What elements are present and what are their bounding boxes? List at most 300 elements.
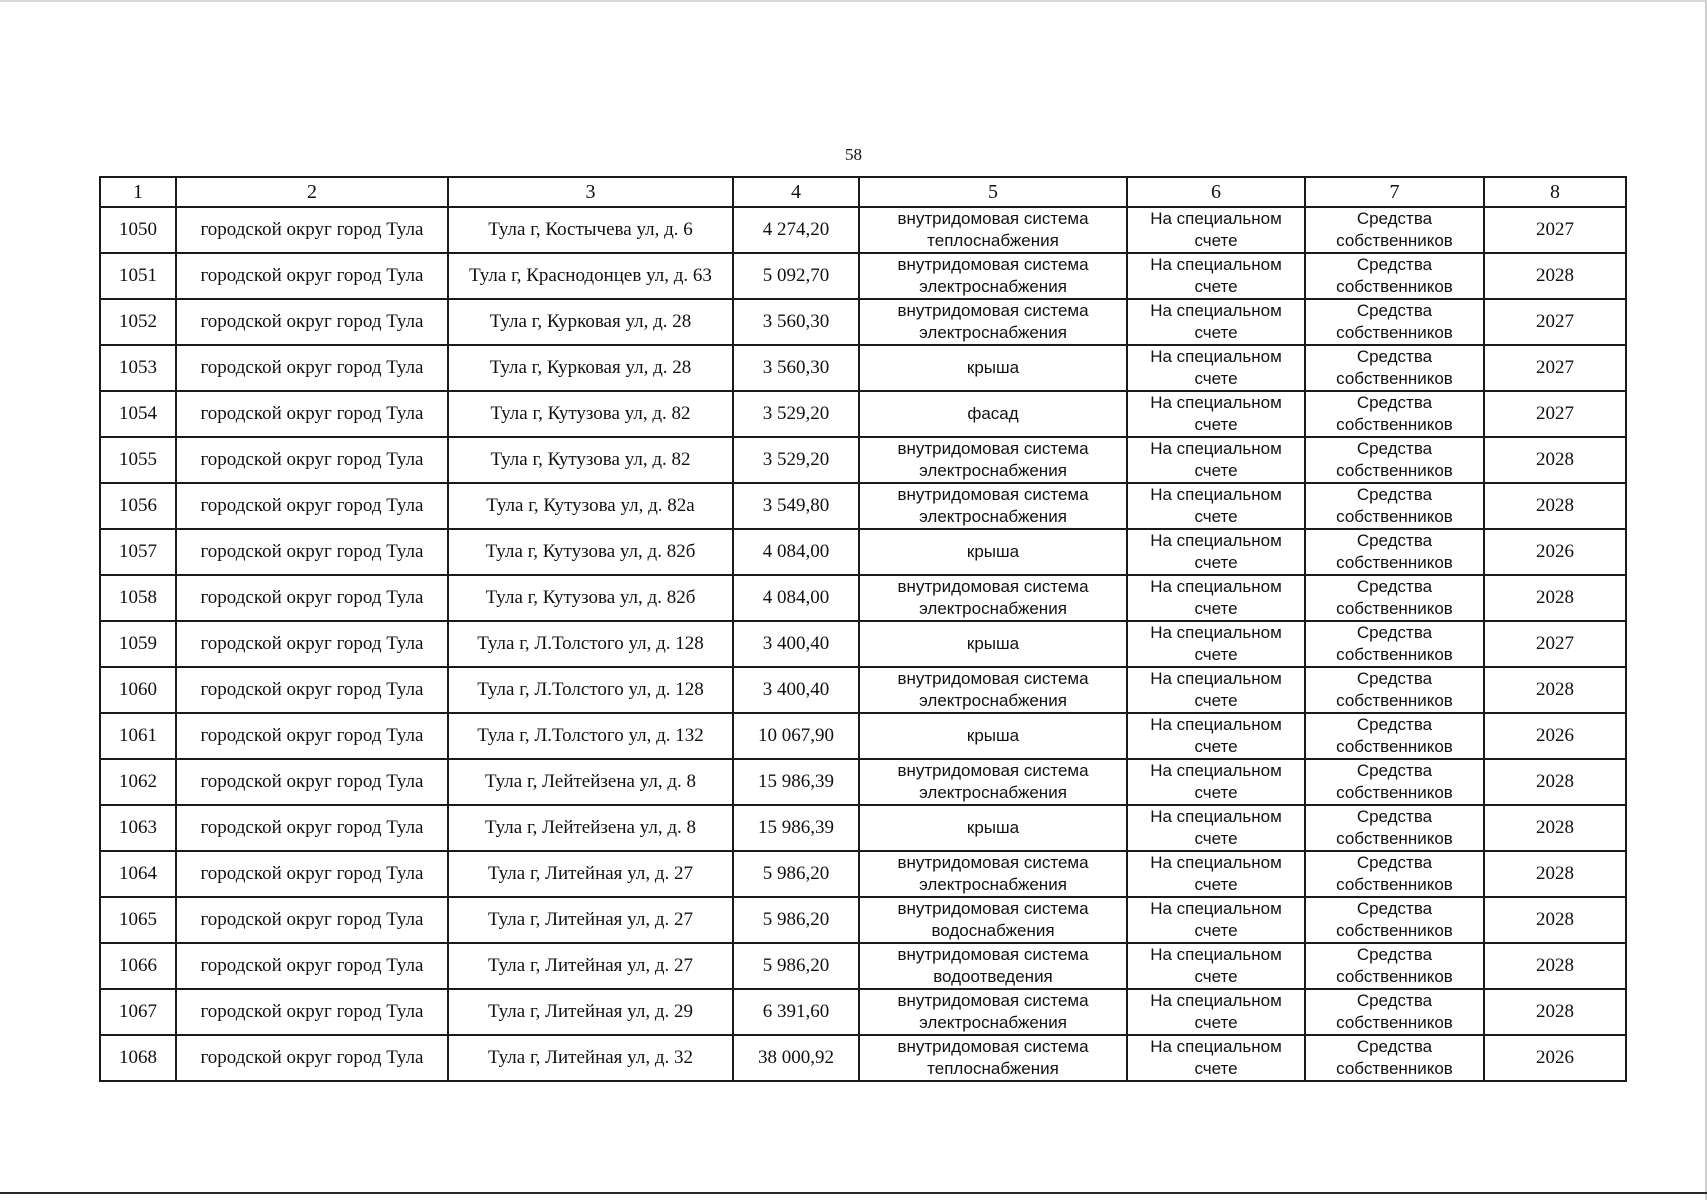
funding-source-cell — [1305, 989, 1484, 1035]
address-cell — [448, 667, 733, 713]
row-number — [100, 391, 176, 437]
structural-element-cell — [859, 207, 1127, 253]
area-cell-text: 3 529,20 — [762, 403, 830, 424]
planned-year-cell — [1484, 483, 1626, 529]
area-cell — [733, 759, 859, 805]
row-number-text: 1059 — [119, 633, 157, 654]
planned-year-cell-text: 2028 — [1536, 863, 1574, 884]
area-cell — [733, 621, 859, 667]
funding-source-cell-text: Средства собственников — [1336, 807, 1453, 848]
planned-year-cell-text: 2026 — [1536, 1047, 1574, 1068]
row-number-text: 1051 — [119, 265, 157, 286]
area-cell — [733, 529, 859, 575]
structural-element-cell — [859, 1035, 1127, 1081]
address-cell-text: Тула г, Л.Толстого ул, д. 128 — [477, 633, 704, 654]
municipality-cell — [176, 897, 448, 943]
row-number-text: 1060 — [119, 679, 157, 700]
municipality-cell-text: городской округ город Тула — [200, 955, 424, 976]
municipality-cell-text: городской округ город Тула — [200, 357, 424, 378]
account-type-cell-text: На специальном счете — [1150, 715, 1282, 756]
row-number — [100, 483, 176, 529]
row-number-text: 1055 — [119, 449, 157, 470]
area-cell — [733, 207, 859, 253]
account-type-cell-text: На специальном счете — [1150, 577, 1282, 618]
structural-element-cell — [859, 253, 1127, 299]
funding-source-cell-text: Средства собственников — [1336, 945, 1453, 986]
municipality-cell — [176, 437, 448, 483]
municipality-cell-text: городской округ город Тула — [200, 679, 424, 700]
account-type-cell-text: На специальном счете — [1150, 531, 1282, 572]
row-number-text: 1062 — [119, 771, 157, 792]
funding-source-cell — [1305, 437, 1484, 483]
municipality-cell-text: городской округ город Тула — [200, 817, 424, 838]
area-cell — [733, 253, 859, 299]
structural-element-cell — [859, 529, 1127, 575]
account-type-cell-text: На специальном счете — [1150, 807, 1282, 848]
column-number-row — [100, 177, 1626, 207]
area-cell-text: 38 000,92 — [758, 1047, 834, 1068]
planned-year-cell — [1484, 207, 1626, 253]
row-number — [100, 713, 176, 759]
planned-year-cell — [1484, 943, 1626, 989]
structural-element-cell-text: крыша — [966, 818, 1020, 837]
structural-element-cell-text: внутридомовая система теплоснабжения — [897, 209, 1089, 250]
row-number — [100, 345, 176, 391]
row-number — [100, 851, 176, 897]
municipality-cell-text: городской округ город Тула — [200, 771, 424, 792]
account-type-cell-text: На специальном счете — [1150, 945, 1282, 986]
structural-element-cell-text: внутридомовая система электроснабжения — [897, 485, 1089, 526]
municipality-cell — [176, 529, 448, 575]
area-cell — [733, 943, 859, 989]
municipality-cell-text: городской округ город Тула — [200, 725, 424, 746]
address-cell — [448, 253, 733, 299]
account-type-cell-text: На специальном счете — [1150, 761, 1282, 802]
municipality-cell-text: городской округ город Тула — [200, 311, 424, 332]
planned-year-cell — [1484, 621, 1626, 667]
column-header: 1 — [100, 177, 176, 207]
account-type-cell — [1127, 529, 1305, 575]
municipality-cell — [176, 989, 448, 1035]
address-cell-text: Тула г, Кутузова ул, д. 82б — [485, 587, 696, 608]
structural-element-cell — [859, 391, 1127, 437]
area-cell-text: 3 400,40 — [762, 679, 830, 700]
address-cell — [448, 207, 733, 253]
funding-source-cell-text: Средства собственников — [1336, 669, 1453, 710]
municipality-cell — [176, 621, 448, 667]
area-cell-text: 10 067,90 — [758, 725, 834, 746]
address-cell-text: Тула г, Л.Толстого ул, д. 128 — [477, 679, 704, 700]
area-cell-text: 5 986,20 — [762, 863, 830, 884]
funding-source-cell — [1305, 207, 1484, 253]
funding-source-cell — [1305, 575, 1484, 621]
area-cell — [733, 1035, 859, 1081]
row-number-text: 1061 — [119, 725, 157, 746]
structural-element-cell-text: внутридомовая система электроснабжения — [897, 301, 1089, 342]
planned-year-cell — [1484, 529, 1626, 575]
area-cell-text: 3 560,30 — [762, 357, 830, 378]
municipality-cell — [176, 207, 448, 253]
planned-year-cell-text: 2028 — [1536, 265, 1574, 286]
planned-year-cell-text: 2028 — [1536, 771, 1574, 792]
register-table — [99, 176, 1627, 1082]
structural-element-cell-text: внутридомовая система электроснабжения — [897, 991, 1089, 1032]
structural-element-cell — [859, 805, 1127, 851]
address-cell — [448, 621, 733, 667]
scan-edge-bottom — [0, 1192, 1707, 1194]
funding-source-cell — [1305, 345, 1484, 391]
account-type-cell — [1127, 575, 1305, 621]
table-row — [100, 575, 1626, 621]
table-row — [100, 345, 1626, 391]
structural-element-cell-text: внутридомовая система водоотведения — [897, 945, 1089, 986]
structural-element-cell — [859, 621, 1127, 667]
area-cell — [733, 437, 859, 483]
structural-element-cell-text: внутридомовая система электроснабжения — [897, 853, 1089, 894]
funding-source-cell-text: Средства собственников — [1336, 1037, 1453, 1078]
row-number-text: 1056 — [119, 495, 157, 516]
municipality-cell-text: городской округ город Тула — [200, 587, 424, 608]
account-type-cell-text: На специальном счете — [1150, 255, 1282, 296]
area-cell-text: 3 400,40 — [762, 633, 830, 654]
account-type-cell — [1127, 943, 1305, 989]
row-number-text: 1065 — [119, 909, 157, 930]
funding-source-cell-text: Средства собственников — [1336, 347, 1453, 388]
account-type-cell — [1127, 989, 1305, 1035]
municipality-cell — [176, 483, 448, 529]
address-cell — [448, 345, 733, 391]
account-type-cell — [1127, 483, 1305, 529]
funding-source-cell — [1305, 713, 1484, 759]
address-cell-text: Тула г, Л.Толстого ул, д. 132 — [477, 725, 704, 746]
account-type-cell-text: На специальном счете — [1150, 623, 1282, 664]
address-cell — [448, 805, 733, 851]
column-header: 3 — [448, 177, 733, 207]
area-cell — [733, 299, 859, 345]
structural-element-cell-text: крыша — [966, 634, 1020, 653]
planned-year-cell-text: 2026 — [1536, 541, 1574, 562]
address-cell-text: Тула г, Кутузова ул, д. 82б — [485, 541, 696, 562]
funding-source-cell — [1305, 759, 1484, 805]
funding-source-cell — [1305, 897, 1484, 943]
funding-source-cell — [1305, 483, 1484, 529]
area-cell — [733, 897, 859, 943]
area-cell-text: 3 549,80 — [762, 495, 830, 516]
funding-source-cell — [1305, 1035, 1484, 1081]
area-cell-text: 5 092,70 — [762, 265, 830, 286]
row-number — [100, 529, 176, 575]
planned-year-cell — [1484, 253, 1626, 299]
row-number — [100, 253, 176, 299]
funding-source-cell-text: Средства собственников — [1336, 991, 1453, 1032]
structural-element-cell-text: внутридомовая система теплоснабжения — [897, 1037, 1089, 1078]
account-type-cell-text: На специальном счете — [1150, 1037, 1282, 1078]
row-number-text: 1064 — [119, 863, 157, 884]
municipality-cell-text: городской округ город Тула — [200, 541, 424, 562]
municipality-cell — [176, 943, 448, 989]
address-cell — [448, 943, 733, 989]
funding-source-cell-text: Средства собственников — [1336, 393, 1453, 434]
area-cell-text: 4 084,00 — [762, 541, 830, 562]
funding-source-cell — [1305, 529, 1484, 575]
municipality-cell — [176, 1035, 448, 1081]
row-number — [100, 759, 176, 805]
planned-year-cell-text: 2028 — [1536, 495, 1574, 516]
address-cell — [448, 851, 733, 897]
row-number-text: 1057 — [119, 541, 157, 562]
address-cell-text: Тула г, Литейная ул, д. 27 — [487, 909, 693, 930]
scan-edge-top — [0, 0, 1707, 2]
structural-element-cell — [859, 667, 1127, 713]
planned-year-cell — [1484, 805, 1626, 851]
account-type-cell — [1127, 713, 1305, 759]
municipality-cell — [176, 851, 448, 897]
planned-year-cell-text: 2027 — [1536, 311, 1574, 332]
planned-year-cell — [1484, 437, 1626, 483]
funding-source-cell — [1305, 805, 1484, 851]
address-cell-text: Тула г, Курковая ул, д. 28 — [489, 311, 692, 332]
row-number — [100, 667, 176, 713]
planned-year-cell — [1484, 667, 1626, 713]
funding-source-cell — [1305, 667, 1484, 713]
address-cell — [448, 483, 733, 529]
planned-year-cell-text: 2028 — [1536, 909, 1574, 930]
address-cell-text: Тула г, Литейная ул, д. 27 — [487, 863, 693, 884]
planned-year-cell-text: 2028 — [1536, 817, 1574, 838]
area-cell-text: 6 391,60 — [762, 1001, 830, 1022]
address-cell — [448, 391, 733, 437]
address-cell — [448, 529, 733, 575]
structural-element-cell-text: крыша — [966, 358, 1020, 377]
funding-source-cell-text: Средства собственников — [1336, 531, 1453, 572]
area-cell-text: 4 084,00 — [762, 587, 830, 608]
planned-year-cell — [1484, 345, 1626, 391]
municipality-cell — [176, 253, 448, 299]
table-row — [100, 759, 1626, 805]
column-header: 8 — [1484, 177, 1626, 207]
planned-year-cell-text: 2028 — [1536, 449, 1574, 470]
area-cell — [733, 575, 859, 621]
table-row — [100, 529, 1626, 575]
address-cell — [448, 575, 733, 621]
address-cell — [448, 759, 733, 805]
row-number-text: 1054 — [119, 403, 157, 424]
area-cell — [733, 713, 859, 759]
structural-element-cell — [859, 943, 1127, 989]
funding-source-cell-text: Средства собственников — [1336, 577, 1453, 618]
funding-source-cell-text: Средства собственников — [1336, 209, 1453, 250]
account-type-cell — [1127, 437, 1305, 483]
column-header: 7 — [1305, 177, 1484, 207]
structural-element-cell-text: внутридомовая система электроснабжения — [897, 439, 1089, 480]
column-header: 4 — [733, 177, 859, 207]
row-number — [100, 943, 176, 989]
structural-element-cell-text: внутридомовая система электроснабжения — [897, 255, 1089, 296]
account-type-cell — [1127, 851, 1305, 897]
planned-year-cell-text: 2026 — [1536, 725, 1574, 746]
structural-element-cell-text: внутридомовая система электроснабжения — [897, 577, 1089, 618]
row-number — [100, 897, 176, 943]
funding-source-cell-text: Средства собственников — [1336, 255, 1453, 296]
row-number-text: 1066 — [119, 955, 157, 976]
address-cell-text: Тула г, Лейтейзена ул, д. 8 — [484, 771, 696, 792]
planned-year-cell-text: 2028 — [1536, 1001, 1574, 1022]
structural-element-cell-text: крыша — [966, 542, 1020, 561]
area-cell-text: 3 529,20 — [762, 449, 830, 470]
structural-element-cell-text: фасад — [967, 404, 1019, 423]
column-header: 2 — [176, 177, 448, 207]
address-cell-text: Тула г, Литейная ул, д. 32 — [487, 1047, 693, 1068]
area-cell — [733, 345, 859, 391]
account-type-cell-text: На специальном счете — [1150, 347, 1282, 388]
structural-element-cell — [859, 759, 1127, 805]
funding-source-cell-text: Средства собственников — [1336, 623, 1453, 664]
municipality-cell — [176, 759, 448, 805]
area-cell — [733, 805, 859, 851]
table-row — [100, 713, 1626, 759]
address-cell-text: Тула г, Литейная ул, д. 27 — [487, 955, 693, 976]
row-number — [100, 989, 176, 1035]
planned-year-cell — [1484, 575, 1626, 621]
account-type-cell — [1127, 1035, 1305, 1081]
structural-element-cell-text: крыша — [966, 726, 1020, 745]
municipality-cell-text: городской округ город Тула — [200, 403, 424, 424]
column-header: 5 — [859, 177, 1127, 207]
address-cell-text: Тула г, Краснодонцев ул, д. 63 — [469, 265, 712, 286]
municipality-cell-text: городской округ город Тула — [200, 495, 424, 516]
table-row — [100, 989, 1626, 1035]
structural-element-cell — [859, 299, 1127, 345]
funding-source-cell-text: Средства собственников — [1336, 715, 1453, 756]
table-row — [100, 897, 1626, 943]
account-type-cell-text: На специальном счете — [1150, 439, 1282, 480]
table-row — [100, 1035, 1626, 1081]
planned-year-cell — [1484, 1035, 1626, 1081]
page-number: 58 — [845, 145, 862, 164]
address-cell-text: Тула г, Литейная ул, д. 29 — [487, 1001, 693, 1022]
address-cell — [448, 989, 733, 1035]
structural-element-cell-text: внутридомовая система водоснабжения — [897, 899, 1089, 940]
row-number-text: 1067 — [119, 1001, 157, 1022]
municipality-cell — [176, 345, 448, 391]
area-cell — [733, 989, 859, 1035]
structural-element-cell — [859, 437, 1127, 483]
account-type-cell — [1127, 345, 1305, 391]
municipality-cell-text: городской округ город Тула — [200, 265, 424, 286]
account-type-cell — [1127, 621, 1305, 667]
account-type-cell-text: На специальном счете — [1150, 301, 1282, 342]
funding-source-cell — [1305, 299, 1484, 345]
planned-year-cell-text: 2027 — [1536, 403, 1574, 424]
area-cell-text: 15 986,39 — [758, 817, 834, 838]
table-row — [100, 621, 1626, 667]
planned-year-cell-text: 2028 — [1536, 587, 1574, 608]
address-cell — [448, 713, 733, 759]
planned-year-cell-text: 2027 — [1536, 633, 1574, 654]
table-row — [100, 253, 1626, 299]
table-row — [100, 391, 1626, 437]
municipality-cell — [176, 575, 448, 621]
account-type-cell — [1127, 667, 1305, 713]
structural-element-cell — [859, 897, 1127, 943]
funding-source-cell — [1305, 943, 1484, 989]
structural-element-cell — [859, 345, 1127, 391]
municipality-cell-text: городской округ город Тула — [200, 1001, 424, 1022]
account-type-cell — [1127, 805, 1305, 851]
structural-element-cell — [859, 575, 1127, 621]
account-type-cell — [1127, 759, 1305, 805]
structural-element-cell — [859, 483, 1127, 529]
area-cell — [733, 483, 859, 529]
row-number — [100, 437, 176, 483]
structural-element-cell — [859, 851, 1127, 897]
account-type-cell — [1127, 897, 1305, 943]
address-cell-text: Тула г, Лейтейзена ул, д. 8 — [484, 817, 696, 838]
funding-source-cell-text: Средства собственников — [1336, 853, 1453, 894]
row-number — [100, 621, 176, 667]
row-number-text: 1052 — [119, 311, 157, 332]
funding-source-cell — [1305, 253, 1484, 299]
account-type-cell — [1127, 391, 1305, 437]
area-cell-text: 5 986,20 — [762, 955, 830, 976]
municipality-cell-text: городской округ город Тула — [200, 863, 424, 884]
planned-year-cell — [1484, 851, 1626, 897]
funding-source-cell-text: Средства собственников — [1336, 899, 1453, 940]
municipality-cell — [176, 805, 448, 851]
area-cell-text: 15 986,39 — [758, 771, 834, 792]
address-cell — [448, 299, 733, 345]
municipality-cell-text: городской округ город Тула — [200, 633, 424, 654]
address-cell — [448, 897, 733, 943]
account-type-cell — [1127, 299, 1305, 345]
row-number-text: 1063 — [119, 817, 157, 838]
address-cell-text: Тула г, Костычева ул, д. 6 — [488, 219, 693, 240]
row-number-text: 1068 — [119, 1047, 157, 1068]
municipality-cell-text: городской округ город Тула — [200, 219, 424, 240]
address-cell-text: Тула г, Кутузова ул, д. 82а — [486, 495, 695, 516]
row-number — [100, 1035, 176, 1081]
municipality-cell — [176, 391, 448, 437]
table-row — [100, 483, 1626, 529]
planned-year-cell — [1484, 897, 1626, 943]
planned-year-cell — [1484, 989, 1626, 1035]
municipality-cell — [176, 299, 448, 345]
row-number — [100, 299, 176, 345]
planned-year-cell-text: 2027 — [1536, 357, 1574, 378]
account-type-cell-text: На специальном счете — [1150, 485, 1282, 526]
row-number-text: 1058 — [119, 587, 157, 608]
row-number-text: 1053 — [119, 357, 157, 378]
account-type-cell-text: На специальном счете — [1150, 393, 1282, 434]
table-row — [100, 299, 1626, 345]
structural-element-cell-text: внутридомовая система электроснабжения — [897, 761, 1089, 802]
account-type-cell-text: На специальном счете — [1150, 853, 1282, 894]
table-row — [100, 437, 1626, 483]
address-cell — [448, 1035, 733, 1081]
planned-year-cell — [1484, 713, 1626, 759]
planned-year-cell — [1484, 759, 1626, 805]
account-type-cell-text: На специальном счете — [1150, 899, 1282, 940]
funding-source-cell-text: Средства собственников — [1336, 301, 1453, 342]
area-cell — [733, 851, 859, 897]
row-number — [100, 805, 176, 851]
structural-element-cell-text: внутридомовая система электроснабжения — [897, 669, 1089, 710]
row-number — [100, 575, 176, 621]
planned-year-cell-text: 2027 — [1536, 219, 1574, 240]
account-type-cell-text: На специальном счете — [1150, 991, 1282, 1032]
address-cell — [448, 437, 733, 483]
area-cell — [733, 391, 859, 437]
